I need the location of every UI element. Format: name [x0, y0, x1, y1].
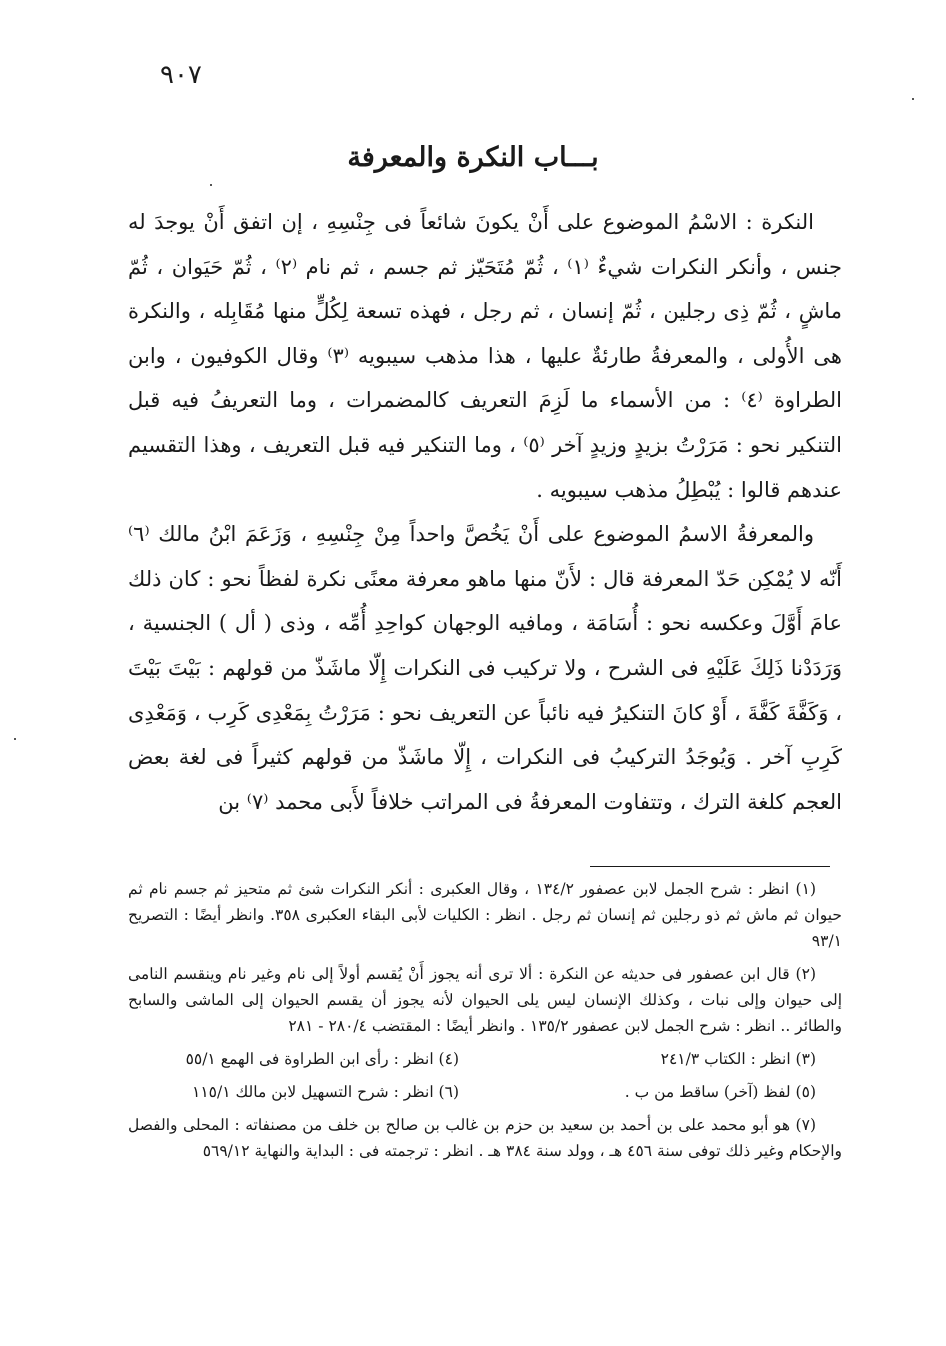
- footnote-2: (٢) قال ابن عصفور فى حديثه عن النكرة : ألا ترى أنه يجوز أَنْ يُقسم أولاً إلى نام وغير نام وينقسم النامى إلى حيوان وإلى نبات ، وكذلك الإنسان ليس يلى الحيوان لأنه يجوز أن يقسم الحيوان إلى الماشى والسابح والطائر .. انظر : شرح الجمل لابن عصفور ١٣٥/٢ . وانظر أيضًا : المقتضب ٢٨٠/٤ - ٢٨١: [128, 965, 842, 1035]
- footnote-6: (٦) انظر : شرح التسهيل لابن مالك ١١٥/١: [192, 1083, 459, 1101]
- scan-speck: [912, 98, 914, 100]
- footnote-5: (٥) لفظ (آخر) ساقط من ب .: [624, 1083, 816, 1101]
- footnote-4: (٤) انظر : رأى ابن الطراوة فى الهمع ٥٥/١: [185, 1050, 459, 1068]
- footnote-1: (١) انظر : شرح الجمل لابن عصفور ١٣٤/٢ ، وقال العكبرى : أنكر النكرات شئ ثم متحيز ثم جسم نام ثم حيوان ثم ماش ثم ذو رجلين ثم إنسان ثم رجل . انظر : الكليات لأبى البقاء العكبرى ٣٥٨. وانظر أيضًا : التصريح ٩٣/١: [128, 880, 842, 950]
- footnote-separator: [590, 866, 830, 867]
- scan-speck: [14, 738, 16, 740]
- paragraph-nakira: النكرة : الاسْمُ الموضوع على أَنْ يكونَ شائعاً فى جِنْسِهِ ، إن اتفق أَنْ يوجدَ له جنس ، وأنكر النكرات شيءٌ ⁽١⁾ ، ثُمّ مُتَحَيّز ثم جسم ، ثم نام ⁽٢⁾ ، ثُمّ حَيَوان ، ثُمّ ماشٍ ، ثُمّ ذِى رجلين ، ثُمّ إنسان ، ثم رجل ، فهذه تسعة لِكُلٍّ منها مُقَابِله ، والنكرة هى الأُولى ، والمعرفةُ طارئةٌ عليها ، هذا مذهب سيبويه ⁽٣⁾ وقال الكوفيون ، وابن الطراوة ⁽٤⁾ : من الأسماء ما لَزِمَ التعريف كالمضمرات ، وما التعريفُ فيه قبل التنكير نحو : مَرَرْتُ بزيدٍ وزيدٍ آخر ⁽٥⁾ ، وما التنكير فيه قبل التعريف ، وهذا التقسيم عندهم قالوا : يُبْطِلُ مذهب سيبويه .: [128, 210, 843, 502]
- chapter-heading: بـــاب النكرة والمعرفة: [347, 142, 599, 173]
- footnote-7: (٧) هو أبو محمد على بن أحمد بن سعيد بن حزم بن غالب بن صالح بن خلف من مصنفاته : المحلى والفصل والإحكام وغير ذلك توفى سنة ٤٥٦ هـ ، وولد سنة ٣٨٤ هـ . انظر : ترجمته فى : البداية والنهاية ٥٦٩/١٢: [128, 1116, 842, 1160]
- footnote-row-5-6: [128, 1079, 842, 1105]
- footnote-row-3-4: [128, 1046, 842, 1072]
- footnotes: [128, 876, 842, 1171]
- footnote-3: (٣) انظر : الكتاب ٢٤١/٣: [660, 1050, 816, 1068]
- paragraph-marifa: والمعرفةُ الاسمُ الموضوع على أَنْ يَخُصَّ واحداً مِنْ جِنْسِهِ ، وَزَعَمَ ابْنُ مالك ⁽٦⁾ أَنّه لا يُمْكِن حَدّ المعرفة قال : لأَنّ منها ماهو معرفة معنًى نكرة لفظاً نحو : كان ذلك عامَ أَوَّلَ وعكسه نحو : أُسَامَة ، ومافيه الوجهان كواحِدِ أُمِّه ، وذى ( أل ) الجنسية ، وَرَدَدْنا ذَلِكَ عَلَيْهِ فى الشرح ، ولا تركيب فى النكرات إِلّا ماشَذّ من قولهم : بَيْتَ بَيْتَ ، وَكَفَّةَ كَفَّةَ ، أَوْ كانَ التنكيرُ فيه نائباً عن التعريف نحو : مَرَرْتُ بِمَعْدِى كَرِب ، وَمَعْدِى كَرِبِ آخر . وَيُوجَدُ التركيبُ فى النكرات ، إِلّا ماشَذّ من قولهم كثيراً فى لغة بعض العجم كلغة الترك ، وتتفاوت المعرفةُ فى المراتب خلافاً لأَبى محمد ⁽٧⁾ بن: [128, 522, 842, 814]
- scan-speck: [210, 184, 212, 186]
- main-text: [128, 200, 842, 824]
- page-number: ٩٠٧: [160, 60, 202, 90]
